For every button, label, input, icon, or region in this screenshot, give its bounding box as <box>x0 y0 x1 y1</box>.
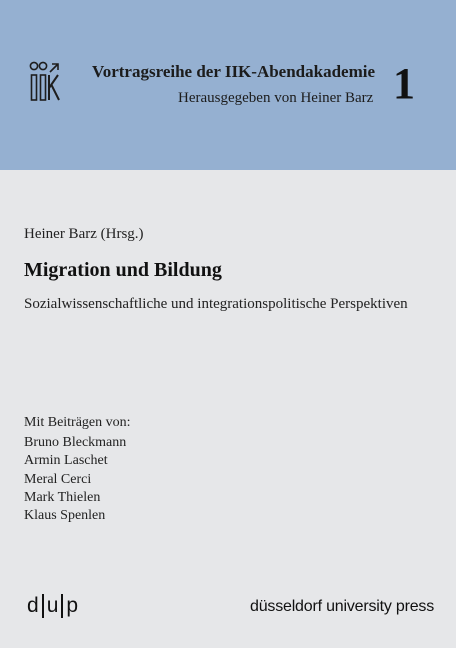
dup-logo-letter: u <box>46 594 59 617</box>
contributor-name: Bruno Bleckmann <box>24 435 127 450</box>
volume-number: 1 <box>393 59 415 108</box>
contributor-name: Meral Cerci <box>24 471 92 487</box>
contributors-list <box>24 434 126 525</box>
contributor-name: Mark Thielen <box>24 489 101 505</box>
dup-logo-letter: d <box>27 594 39 617</box>
book-subtitle: Sozialwissenschaftliche und integrationspolitische Perspektiven <box>24 296 408 312</box>
book-editor: Heiner Barz (Hrsg.) <box>24 226 144 242</box>
publisher-name: düsseldorf university press <box>250 598 435 615</box>
dup-logo-divider <box>42 594 44 618</box>
contributors-heading: Mit Beiträgen von: <box>24 415 131 430</box>
series-band <box>0 0 456 170</box>
series-editor: Herausgegeben von Heiner Barz <box>178 90 374 106</box>
contributor-name: Klaus Spenlen <box>24 508 106 524</box>
dup-logo <box>27 594 78 618</box>
dup-logo-divider <box>61 594 63 618</box>
iik-logo-icon <box>28 60 64 104</box>
contributor-name: Armin Laschet <box>24 453 108 469</box>
book-title: Migration und Bildung <box>24 259 222 281</box>
series-title: Vortragsreihe der IIK-Abendakademie <box>92 62 376 81</box>
dup-logo-letter: p <box>66 594 79 617</box>
